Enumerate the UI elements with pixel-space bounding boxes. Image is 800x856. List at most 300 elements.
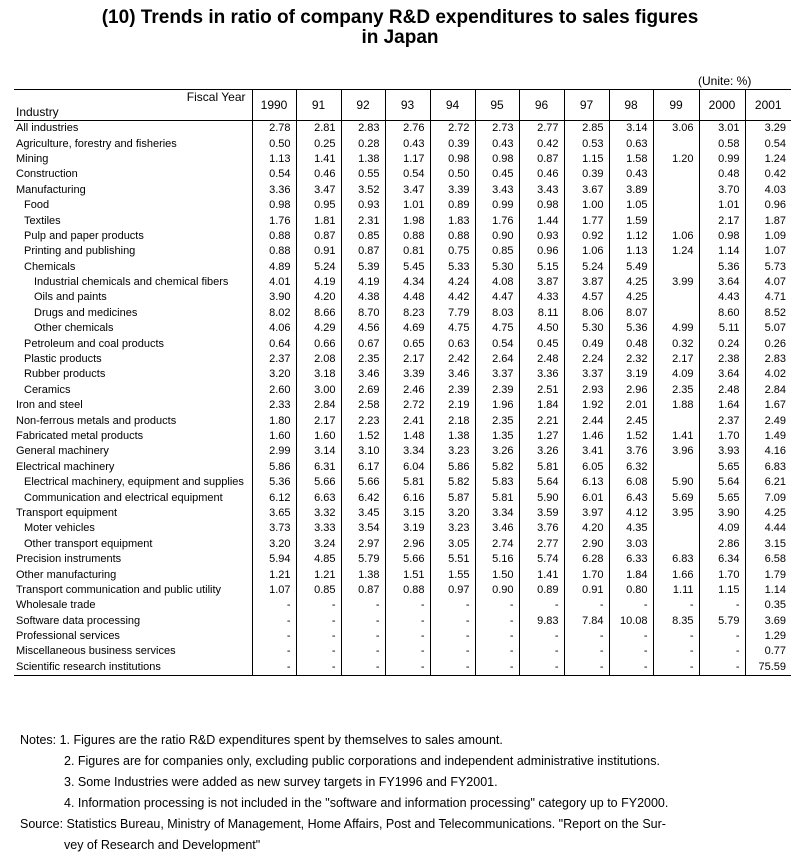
value-cell: 1.17 [385,152,430,167]
value-cell: - [341,660,385,676]
value-cell: 6.08 [609,475,653,490]
table-row [14,290,791,305]
value-cell: 0.90 [475,229,519,244]
value-cell: 3.00 [296,383,341,398]
table-row [14,260,791,275]
value-cell: 0.43 [475,136,519,151]
value-cell: 2.35 [475,413,519,428]
value-cell: 5.11 [699,321,745,336]
value-cell: 1.96 [475,398,519,413]
value-cell: 5.45 [385,260,430,275]
value-cell: 5.66 [385,552,430,567]
industry-name: Fabricated metal products [14,429,252,444]
table-row [14,567,791,582]
table-row [14,460,791,475]
value-cell: 0.98 [699,229,745,244]
value-cell: - [564,644,609,659]
value-cell: 0.93 [519,229,564,244]
value-cell: 1.13 [252,152,296,167]
value-cell: 2.48 [519,352,564,367]
value-cell: 4.48 [385,290,430,305]
value-cell: 3.33 [296,521,341,536]
table-row [14,152,791,167]
fiscal-year-label: Fiscal Year [186,90,246,104]
industry-name: Ceramics [14,383,252,398]
table-row [14,537,791,552]
value-cell: - [296,644,341,659]
value-cell: - [341,598,385,613]
value-cell: 0.64 [252,336,296,351]
value-cell: - [252,660,296,676]
value-cell: 0.45 [475,167,519,182]
value-cell: 2.46 [385,383,430,398]
value-cell: 3.69 [764,614,786,627]
value-cell: 4.57 [564,290,609,305]
value-cell: 2.45 [609,413,653,428]
value-cell: 1.84 [609,567,653,582]
value-cell: 1.38 [341,152,385,167]
table-row [14,275,791,290]
value-cell: 3.59 [519,506,564,521]
value-cell: 1.07 [252,583,296,598]
value-cell: - [519,660,564,676]
value-cell: 3.99 [653,275,699,290]
value-cell [653,213,699,228]
value-cell: 0.77 [764,645,786,658]
value-cell: - [564,629,609,644]
table-row [14,475,791,490]
note-4: 4. Information processing is not included in the "software and information processing" category up to FY2000. [64,796,669,810]
value-cell: 1.06 [564,244,609,259]
value-cell: 2.17 [653,352,699,367]
value-cell: 3.43 [519,183,564,198]
page-title [0,8,800,48]
value-cell: 2.81 [296,121,341,137]
value-cell: 4.19 [341,275,385,290]
industry-name: Wholesale trade [14,598,252,613]
value-cell: 10.08 [609,614,653,629]
value-cell: 3.76 [519,521,564,536]
value-cell: 5.16 [475,552,519,567]
table-row [14,598,791,613]
value-cell: 3.14 [296,444,341,459]
value-cell: 0.32 [653,336,699,351]
value-cell: 0.42 [764,168,786,181]
value-cell: 2.01 [609,398,653,413]
value-cell: 0.39 [564,167,609,182]
value-cell: 4.19 [296,275,341,290]
table-row [14,121,791,137]
value-cell: - [609,660,653,676]
value-cell: 2.58 [341,398,385,413]
value-cell: 4.25 [609,275,653,290]
value-cell: 2.69 [341,383,385,398]
table-row [14,213,791,228]
value-cell: 1.84 [519,398,564,413]
value-cell: - [341,644,385,659]
value-cell: 6.58 [764,553,786,566]
value-cell: 0.58 [699,136,745,151]
value-cell: 6.17 [341,460,385,475]
industry-name: Electrical machinery [14,460,252,475]
value-cell: - [430,629,475,644]
value-cell: 2.39 [430,383,475,398]
value-cell: 3.36 [252,183,296,198]
year-header: 1990 [252,90,296,121]
value-cell: 6.16 [385,490,430,505]
value-cell: 4.71 [764,291,786,304]
value-cell [653,183,699,198]
value-cell: 1.87 [764,214,786,227]
value-cell: 0.88 [385,583,430,598]
value-cell: 1.66 [653,567,699,582]
value-cell: 2.77 [519,537,564,552]
value-cell: 4.24 [430,275,475,290]
table-row [14,614,791,629]
value-cell: 0.91 [296,244,341,259]
value-cell: 1.52 [341,429,385,444]
industry-name: Precision instruments [14,552,252,567]
value-cell: 0.96 [519,244,564,259]
value-cell: 4.42 [430,290,475,305]
value-cell: 8.60 [699,306,745,321]
table-row [14,429,791,444]
table-row [14,398,791,413]
value-cell: 2.78 [252,121,296,137]
value-cell: 3.67 [564,183,609,198]
value-cell: 0.35 [764,599,786,612]
value-cell: 3.23 [430,444,475,459]
data-table [14,89,791,676]
value-cell [653,290,699,305]
value-cell: 5.81 [475,490,519,505]
value-cell: 4.33 [519,290,564,305]
table-row [14,521,791,536]
value-cell: 4.38 [341,290,385,305]
value-cell: 0.75 [430,244,475,259]
value-cell: 3.01 [699,121,745,137]
value-cell: 3.20 [252,367,296,382]
industry-name: Oils and paints [14,290,252,305]
value-cell: 0.90 [475,583,519,598]
value-cell: 3.39 [385,367,430,382]
value-cell: 3.73 [252,521,296,536]
value-cell: 8.02 [252,306,296,321]
value-cell: 2.08 [296,352,341,367]
value-cell [653,136,699,151]
value-cell: - [609,598,653,613]
value-cell: 3.32 [296,506,341,521]
value-cell: 3.18 [296,367,341,382]
value-cell: 4.25 [609,290,653,305]
table-row [14,183,791,198]
value-cell: 3.87 [564,275,609,290]
value-cell: 1.21 [252,567,296,582]
value-cell: 0.85 [296,583,341,598]
value-cell: 5.87 [430,490,475,505]
value-cell: 6.05 [564,460,609,475]
industry-name: Drugs and medicines [14,306,252,321]
value-cell: 0.54 [252,167,296,182]
value-cell: 2.72 [430,121,475,137]
value-cell: 0.85 [475,244,519,259]
value-cell: - [519,629,564,644]
value-cell: 3.15 [764,537,786,550]
value-cell: 5.69 [653,490,699,505]
value-cell: 4.09 [699,521,745,536]
value-cell: 5.81 [385,475,430,490]
value-cell: - [296,660,341,676]
value-cell: 5.66 [341,475,385,490]
value-cell: 2.35 [653,383,699,398]
value-cell: 0.88 [252,244,296,259]
table-row [14,413,791,428]
value-cell: 3.95 [653,506,699,521]
value-cell: - [519,644,564,659]
value-cell: 0.46 [519,167,564,182]
value-cell: 5.64 [519,475,564,490]
industry-name: Construction [14,167,252,182]
value-cell: - [341,629,385,644]
value-cell: 1.70 [699,567,745,582]
value-cell: 3.46 [475,521,519,536]
value-cell: 4.06 [252,321,296,336]
value-cell: 3.06 [653,121,699,137]
value-cell [653,413,699,428]
value-cell: 3.46 [341,367,385,382]
value-cell: - [699,644,745,659]
value-cell: 3.87 [519,275,564,290]
year-header: 93 [385,90,430,121]
value-cell: 5.86 [252,460,296,475]
value-cell: 0.24 [699,336,745,351]
value-cell: 0.96 [764,199,786,212]
value-cell: 7.09 [764,491,786,504]
year-header: 99 [653,90,699,121]
value-cell: 0.49 [564,336,609,351]
value-cell: 1.80 [252,413,296,428]
value-cell: 1.24 [764,152,786,165]
value-cell: 6.13 [564,475,609,490]
value-cell: 1.67 [764,399,786,412]
value-cell: 2.60 [252,383,296,398]
value-cell: - [609,644,653,659]
value-cell: 5.79 [341,552,385,567]
value-cell: 3.23 [430,521,475,536]
table-row [14,506,791,521]
industry-name: Other manufacturing [14,567,252,582]
value-cell: 1.15 [699,583,745,598]
value-cell: 3.96 [653,444,699,459]
value-cell: 3.03 [609,537,653,552]
value-cell: 2.72 [385,398,430,413]
value-cell: 5.79 [699,614,745,629]
value-cell: 0.88 [385,229,430,244]
note-2: 2. Figures are for companies only, excluding public corporations and independent administrative institutions. [64,754,660,768]
value-cell: - [699,598,745,613]
value-cell: 3.34 [475,506,519,521]
value-cell: 6.31 [296,460,341,475]
value-cell: 6.83 [653,552,699,567]
value-cell: 2.76 [385,121,430,137]
value-cell: 3.26 [475,444,519,459]
industry-name: Iron and steel [14,398,252,413]
value-cell: 1.46 [564,429,609,444]
value-cell: 1.55 [430,567,475,582]
value-cell: 0.88 [252,229,296,244]
value-cell: 5.94 [252,552,296,567]
value-cell: 0.89 [430,198,475,213]
value-cell: 1.51 [385,567,430,582]
value-cell: 3.70 [699,183,745,198]
industry-name: Electrical machinery, equipment and supplies [14,475,252,490]
value-cell: 0.54 [385,167,430,182]
value-cell: 2.38 [699,352,745,367]
value-cell: 6.04 [385,460,430,475]
value-cell: - [609,629,653,644]
table-row [14,306,791,321]
unit-label: (Unite: %) [698,74,752,88]
value-cell: 1.64 [699,398,745,413]
value-cell: 4.50 [519,321,564,336]
value-cell: 6.12 [252,490,296,505]
value-cell: 4.43 [699,290,745,305]
value-cell: 2.21 [519,413,564,428]
value-cell: 0.99 [699,152,745,167]
header-row [14,90,791,121]
value-cell: 1.52 [609,429,653,444]
value-cell: 1.92 [564,398,609,413]
value-cell: 4.20 [564,521,609,536]
value-cell: 5.90 [519,490,564,505]
value-cell: 0.53 [564,136,609,151]
value-cell: 8.06 [564,306,609,321]
value-cell: 0.92 [564,229,609,244]
value-cell: 1.29 [764,630,786,643]
year-header: 95 [475,90,519,121]
value-cell: 0.55 [341,167,385,182]
value-cell: 0.98 [252,198,296,213]
value-cell: 5.66 [296,475,341,490]
value-cell: 3.43 [475,183,519,198]
value-cell: 3.52 [341,183,385,198]
value-cell: 0.93 [341,198,385,213]
value-cell: 5.83 [475,475,519,490]
value-cell: 1.41 [296,152,341,167]
value-cell: - [475,629,519,644]
year-header: 98 [609,90,653,121]
value-cell: 5.33 [430,260,475,275]
value-cell: 2.17 [385,352,430,367]
value-cell: 2.17 [296,413,341,428]
table-row [14,336,791,351]
year-header: 2001 [745,90,791,121]
value-cell: 2.31 [341,213,385,228]
value-cell: 1.76 [252,213,296,228]
value-cell: 8.35 [653,614,699,629]
value-cell: 5.74 [519,552,564,567]
value-cell: 2.64 [475,352,519,367]
value-cell: 2.90 [564,537,609,552]
value-cell: 0.39 [430,136,475,151]
value-cell: 2.74 [475,537,519,552]
value-cell: 2.42 [430,352,475,367]
table-row [14,229,791,244]
value-cell: 4.75 [475,321,519,336]
value-cell: 1.81 [296,213,341,228]
value-cell: 2.84 [296,398,341,413]
source-note: Source: Statistics Bureau, Ministry of Management, Home Affairs, Post and Telecommunications. "Report on the Sur- [20,817,666,831]
value-cell: 2.77 [519,121,564,137]
value-cell: 6.01 [564,490,609,505]
value-cell: 0.98 [475,152,519,167]
title-line-2: in Japan [361,27,439,48]
industry-name: Pulp and paper products [14,229,252,244]
value-cell: 4.89 [252,260,296,275]
value-cell: 1.06 [653,229,699,244]
value-cell: 4.34 [385,275,430,290]
value-cell: 2.39 [475,383,519,398]
value-cell: 2.19 [430,398,475,413]
value-cell: 4.47 [475,290,519,305]
value-cell: 8.70 [341,306,385,321]
value-cell: - [252,598,296,613]
value-cell: 3.90 [699,506,745,521]
value-cell: 1.00 [564,198,609,213]
value-cell [653,460,699,475]
industry-name: Textiles [14,213,252,228]
industry-name: Other transport equipment [14,537,252,552]
value-cell: 6.28 [564,552,609,567]
value-cell: 0.45 [519,336,564,351]
value-cell: 3.64 [699,275,745,290]
value-cell: 0.67 [341,336,385,351]
value-cell: 0.48 [609,336,653,351]
value-cell: 0.50 [252,136,296,151]
value-cell: 4.69 [385,321,430,336]
industry-name: Non-ferrous metals and products [14,413,252,428]
value-cell: 5.81 [519,460,564,475]
value-cell: 1.88 [653,398,699,413]
value-cell: 5.36 [609,321,653,336]
value-cell: 3.36 [519,367,564,382]
value-cell: 6.32 [609,460,653,475]
value-cell: 0.81 [385,244,430,259]
value-cell: 8.03 [475,306,519,321]
value-cell: 2.48 [699,383,745,398]
value-cell: 3.39 [430,183,475,198]
value-cell: - [252,629,296,644]
value-cell: 6.42 [341,490,385,505]
value-cell: 0.63 [609,136,653,151]
value-cell: 0.89 [519,583,564,598]
value-cell: 1.15 [564,152,609,167]
year-header: 2000 [699,90,745,121]
value-cell: 3.10 [341,444,385,459]
industry-name: Other chemicals [14,321,252,336]
value-cell: 5.82 [475,460,519,475]
industry-name: All industries [14,121,252,137]
value-cell: 1.09 [764,229,786,242]
table-row [14,167,791,182]
value-cell: 4.03 [764,183,786,196]
note-1: Notes: 1. Figures are the ratio R&D expenditures spent by themselves to sales amount. [20,733,503,747]
value-cell: - [385,660,430,676]
value-cell: 2.37 [252,352,296,367]
value-cell: 1.12 [609,229,653,244]
value-cell: 3.14 [609,121,653,137]
table-row [14,660,791,676]
